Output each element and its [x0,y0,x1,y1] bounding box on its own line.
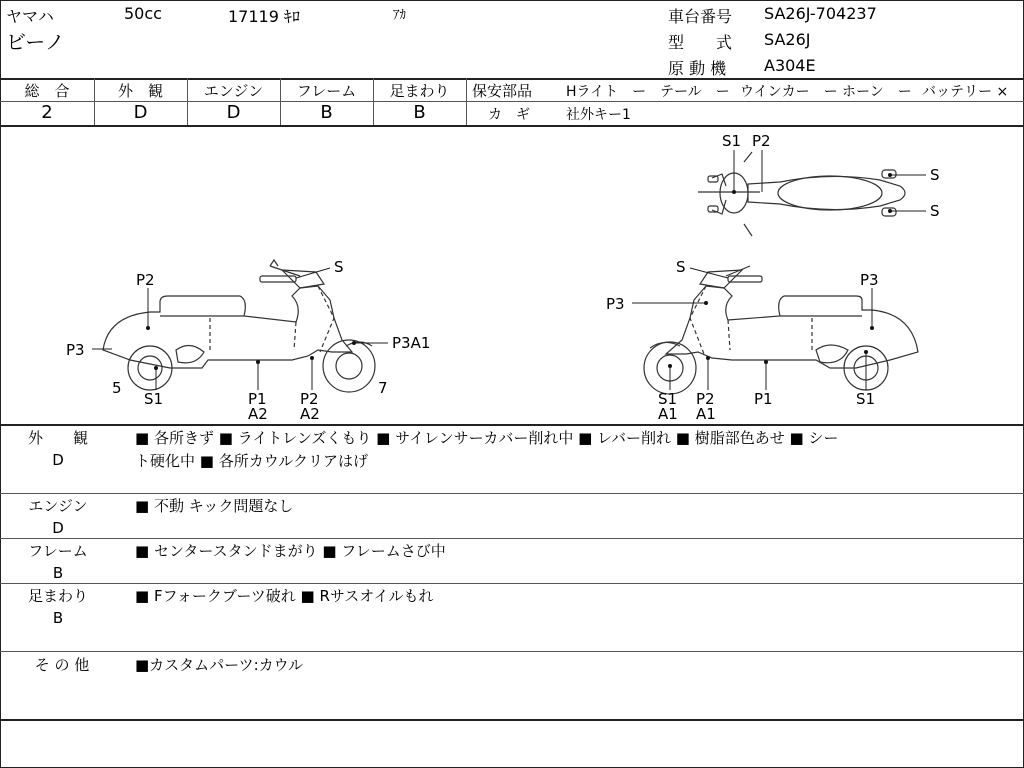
frame-section-label: フレーム [28,542,88,560]
suspension-label: 足まわり [389,82,450,100]
engine-grade: D [226,102,241,123]
other-section-label: そ の 他 [34,656,90,674]
right-s1-label: S1 [658,390,678,408]
suspension-notes: ■ Fフォークブーツ破れ ■ Rサスオイルもれ [135,587,434,605]
left-s-label: S [334,258,344,276]
left-p3a1-label: P3A1 [392,334,431,352]
frame-number-label: 車台番号 [668,7,733,26]
exterior-grade: D [133,102,148,123]
other-notes: ■カスタムパーツ:カウル [135,656,304,674]
top-s-upper-label: S [930,166,940,184]
scooter-top-view [698,152,905,236]
left-p2-bottom-label: P2 [300,390,319,408]
damage-diagram [0,126,1024,424]
top-p2-label: P2 [752,132,771,150]
frame-grade: B [320,102,333,123]
left-s1-label: S1 [144,390,164,408]
right-p2-label: P2 [696,390,715,408]
divider [0,424,1024,426]
divider [0,493,1024,494]
engine-model-label: 原 動 機 [668,59,727,78]
safety-parts-label: 保安部品 [472,82,533,100]
engine-notes: ■ 不動 キック問題なし [135,497,294,515]
exterior-notes-line2: ト硬化中 ■ 各所カウルクリアはげ [135,452,368,470]
key-value: 社外キー1 [566,107,631,123]
frame-section-grade: B [52,564,64,582]
type-value: SA26J [764,30,811,49]
right-s1-rear-label: S1 [856,390,876,408]
engine-model: A304E [764,56,816,75]
divider [466,78,467,125]
model-name: ビーノ [6,30,65,54]
engine-section-grade: D [52,519,64,537]
overall-label: 総 合 [24,82,70,100]
right-a1-s1-label: A1 [658,405,678,423]
left-p1-label: P1 [248,390,267,408]
right-a1-p2-label: A1 [696,405,716,423]
top-s1-label: S1 [722,132,742,150]
key-label: カ ギ [488,107,530,123]
top-s-lower-label: S [930,202,940,220]
maker: ヤマハ [6,7,54,26]
winker-status: ウインカー ー [740,84,838,100]
exterior-section-label: 外 観 [27,429,88,447]
divider [0,719,1024,721]
exterior-notes-line1: ■ 各所きず ■ ライトレンズくもり ■ サイレンサーカバー削れ中 ■ レバー削れ ■ 樹脂部色あせ ■ シー [135,429,839,447]
divider [0,538,1024,539]
left-7-label: 7 [378,379,388,397]
right-p3-left-label: P3 [606,295,625,313]
type-label: 型 式 [668,33,733,52]
taillight-status: テール ー [660,84,730,100]
left-a2-p1-label: A2 [248,405,268,423]
right-p1-label: P1 [754,390,773,408]
divider [466,101,1024,102]
frame-notes: ■ センタースタンドまがり ■ フレームさび中 [135,542,446,560]
suspension-section-grade: B [52,609,64,627]
engine-section-label: エンジン [28,497,88,515]
right-p3-right-label: P3 [860,271,879,289]
frame-number: SA26J-704237 [764,4,877,23]
horn-status: ホーン ー [842,84,912,100]
displacement: 50cc [124,4,162,23]
body-color: ｱｶ [393,8,406,23]
divider [0,651,1024,652]
left-5-label: 5 [112,379,122,397]
left-a2-p2-label: A2 [300,405,320,423]
headlight-status: Hライト ー [566,84,647,100]
exterior-label: 外 観 [117,82,163,100]
mileage: 17119 ｷﾛ [228,7,300,26]
frame-label: フレーム [296,82,357,100]
suspension-grade: B [413,102,426,123]
divider [0,583,1024,584]
battery-status: バッテリー × [922,84,1009,100]
suspension-section-label: 足まわり [27,587,88,605]
left-p3-label: P3 [66,341,85,359]
right-s-label: S [676,258,686,276]
exterior-section-grade: D [52,451,64,469]
left-p2-label: P2 [136,271,155,289]
engine-label: エンジン [203,82,264,100]
overall-grade: 2 [41,102,53,123]
